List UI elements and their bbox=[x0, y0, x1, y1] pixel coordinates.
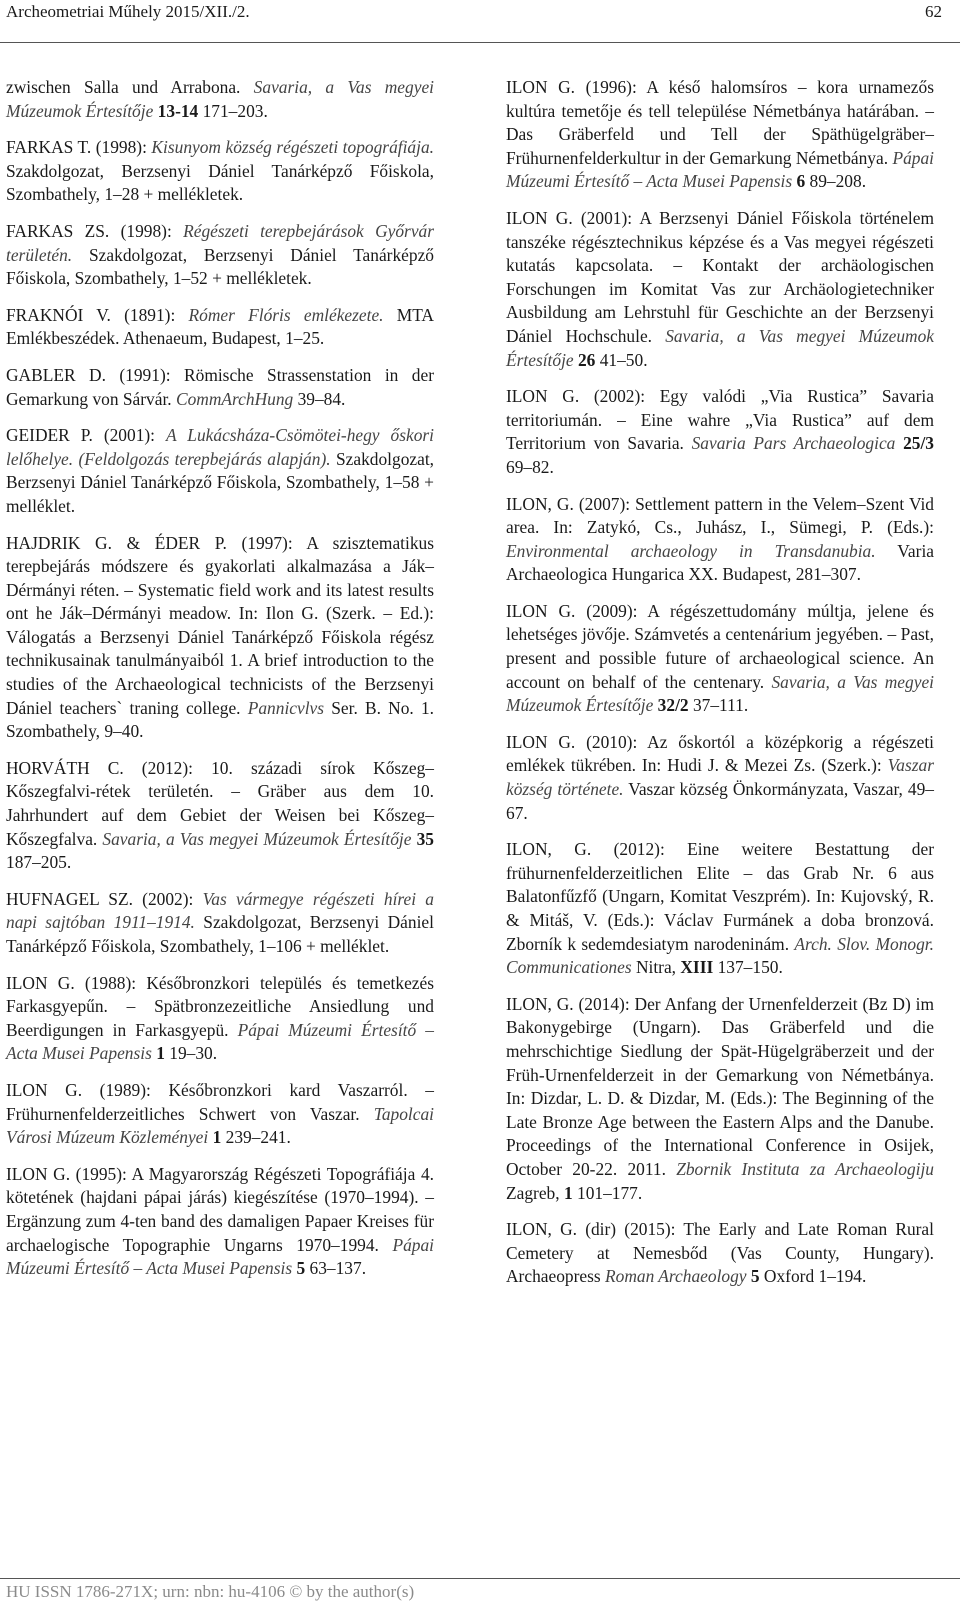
reference-entry bbox=[6, 424, 434, 518]
reference-text: ILON G. (2001): A Berzsenyi Dániel Főiskola történelem tanszéke régésztechnikus képzése és a Vas megyei régészeti kutatás kapcsolata. – Kontakt der archäologischen Forschungen im Komitat Vas zur Archäologietechniker Ausbildung am Lehrstuhl für Geschichte an der Berzsenyi Dániel Hochschule. bbox=[506, 207, 934, 346]
reference-text: Szakdolgozat, Berzsenyi Dániel Tanárképző Főiskola, Szombathely, 1–106 + melléklet. bbox=[6, 912, 434, 956]
reference-entry bbox=[506, 493, 934, 587]
reference-italic-text: Pannicvlvs bbox=[247, 697, 325, 718]
reference-entry bbox=[506, 731, 934, 825]
reference-entry bbox=[6, 1163, 434, 1281]
reference-text: Ser. B. No. 1. Szombathely, 9–40. bbox=[6, 697, 434, 742]
reference-text: ILON G. (2010): Az őskortól a középkorig a régészeti emlékek tükrében. In: Hudi J. & Mezei Zs. (Szerk.): bbox=[506, 731, 934, 776]
reference-text: 37–111. bbox=[688, 695, 749, 716]
reference-text: Varia Archaeologica Hungarica XX. Budapest, 281–307. bbox=[506, 540, 934, 585]
issn-footer: HU ISSN 1786-271X; urn: nbn: hu-4106 © by the author(s) bbox=[6, 1582, 415, 1601]
reference-text: Szakdolgozat, Berzsenyi Dániel Tanárképző Főiskola, Szombathely, 1–28 + mellékletek. bbox=[6, 160, 434, 205]
reference-volume: 1 bbox=[156, 1043, 165, 1064]
reference-text: 171–203. bbox=[198, 100, 268, 121]
reference-text: ILON G. (1989): Későbronzkori kard Vaszarról. – Frühurnenfelderzeitliches Schwert von Vaszar. bbox=[6, 1079, 434, 1124]
reference-text bbox=[895, 433, 903, 453]
reference-text: MTA Emlékbeszédek. Athenaeum, Budapest, 1–25. bbox=[6, 304, 434, 349]
reference-italic-text: CommArchHung bbox=[176, 388, 294, 409]
reference-entry bbox=[6, 364, 434, 411]
reference-text: HUFNAGEL SZ. (2002): bbox=[6, 888, 203, 909]
reference-entry bbox=[6, 304, 434, 351]
reference-entry bbox=[506, 838, 934, 980]
reference-entry bbox=[6, 532, 434, 744]
reference-text: FRAKNÓI V. (1891): bbox=[6, 304, 189, 325]
page-footer bbox=[0, 1578, 960, 1605]
reference-italic-text: Savaria Pars Archaeologica bbox=[691, 433, 896, 454]
reference-volume: 35 bbox=[416, 828, 434, 849]
reference-volume: 1 bbox=[563, 1182, 573, 1203]
reference-text: zwischen Salla und Arrabona. bbox=[6, 77, 254, 97]
reference-entry bbox=[506, 76, 934, 194]
references-right-column bbox=[506, 76, 934, 1302]
reference-italic-text: Savaria, a Vas megyei Múzeumok Értesítője bbox=[506, 325, 934, 370]
reference-text: GABLER D. (1991): Römische Strassenstation in der Gemarkung von Sárvár. bbox=[6, 364, 434, 409]
reference-entry bbox=[506, 600, 934, 718]
reference-italic-text: Régészeti terepbejárások Győrvár területén. bbox=[6, 220, 434, 265]
reference-italic-text: Tapolcai Városi Múzeum Közleményei bbox=[6, 1103, 434, 1148]
reference-entry bbox=[6, 136, 434, 207]
reference-italic-text: Vas vármegye régészeti hírei a napi sajtóban 1911–1914. bbox=[6, 888, 434, 933]
reference-italic-text: Environmental archaeology in Transdanubia. bbox=[506, 540, 876, 561]
reference-text: 187–205. bbox=[6, 852, 72, 873]
reference-italic-text: Kisunyom község régészeti topográfiája. bbox=[151, 137, 434, 158]
reference-entry bbox=[506, 993, 934, 1205]
reference-text: FARKAS T. (1998): bbox=[6, 137, 152, 158]
reference-text: ILON, G. (2012): Eine weitere Bestattung der frühurnenfelderzeitlichen Elite – das Grab Nr. 6 aus Balatonfűzfő (Ungarn, Komitat Veszprém). In: Kujovský, R. & Mitáš, V. (Eds.): Václav Furmánek a doba bronzová. Zborník k sedemdesiatym narodeninám. bbox=[506, 839, 934, 954]
reference-entry bbox=[6, 757, 434, 875]
reference-text: Oxford 1–194. bbox=[759, 1266, 867, 1287]
reference-volume: 1 bbox=[212, 1127, 222, 1148]
reference-text: 101–177. bbox=[572, 1182, 643, 1203]
reference-italic-text: Savaria, a Vas megyei Múzeumok Értesítője bbox=[506, 671, 934, 716]
reference-italic-text: Vaszar község története. bbox=[506, 755, 934, 800]
reference-text: ILON G. (1995): A Magyarország Régészeti Topográfiája 4. kötetének (hajdani pápai járás) kiegészítése (1970–1994). – Ergänzung zum 4-ten band des damaligen Papaer Kreises für archaelogische Topographie Ungarns 1970–1994. bbox=[6, 1163, 434, 1255]
reference-text: ILON, G. (dir) (2015): The Early and Late Roman Rural Cemetery at Nemesbőd (Vas County, Hungary). Archaeopress bbox=[506, 1219, 934, 1287]
reference-italic-text: Roman Archaeology bbox=[605, 1266, 747, 1287]
reference-volume: XIII bbox=[680, 957, 714, 978]
reference-text: Szakdolgozat, Berzsenyi Dániel Tanárképző Főiskola, Szombathely, 1–52 + mellékletek. bbox=[6, 244, 434, 289]
reference-text: ILON G. (2002): Egy valódi „Via Rustica” Savaria territoriumán. – Eine wahre „Via Rustica” auf dem Territorium von Savaria. bbox=[506, 386, 934, 454]
reference-volume: 25/3 bbox=[903, 433, 934, 454]
reference-text: FARKAS ZS. (1998): bbox=[6, 220, 184, 241]
page-header bbox=[0, 0, 960, 43]
reference-volume: 5 bbox=[296, 1258, 306, 1279]
reference-text: 89–208. bbox=[805, 171, 867, 192]
reference-text: ILON, G. (2007): Settlement pattern in the Velem–Szent Vid area. In: Zatykó, Cs., Juhász, I., Sümegi, P. (Eds.): bbox=[506, 493, 934, 538]
reference-italic-text: Arch. Slov. Monogr. Communicationes bbox=[506, 933, 934, 978]
reference-volume: 13-14 bbox=[157, 100, 199, 121]
reference-italic-text: Pápai Múzeumi Értesítő – Acta Musei Papensis bbox=[6, 1234, 434, 1279]
reference-entry bbox=[6, 220, 434, 291]
page-number: 62 bbox=[925, 2, 942, 21]
reference-entry bbox=[6, 1079, 434, 1150]
reference-text: ILON G. (1988): Későbronzkori település és temetkezés Farkasgyepűn. – Spätbronzezeitliche Ansiedlung und Beerdigungen in Farkasgyepü. bbox=[6, 972, 434, 1040]
reference-entry bbox=[6, 888, 434, 959]
reference-volume: 32/2 bbox=[657, 695, 689, 716]
reference-italic-text: Pápai Múzeumi Értesítő – Acta Musei Papensis bbox=[506, 147, 934, 192]
reference-entry bbox=[6, 972, 434, 1066]
reference-text: Nitra, bbox=[631, 957, 681, 978]
reference-text: 239–241. bbox=[221, 1127, 291, 1148]
reference-text: ILON, G. (2014): Der Anfang der Urnenfelderzeit (Bz D) im Bakonygebirge (Ungarn). Das Gräberfeld und die mehrschichtige Siedlung der Spät-Hügelgräberzeit und der Früh-Urnenfelderzeit in der Gemarkung von Németbánya. In: Dizdar, L. D. & Dizdar, M. (Eds.): The Beginning of the Late Bronze Age between the Eastern Alps and the Danube. Proceedings of the International Conference in Osijek, October 20-22. 2011. bbox=[506, 993, 934, 1179]
reference-italic-text: Pápai Múzeumi Értesítő – Acta Musei Papensis bbox=[6, 1019, 434, 1064]
journal-title: Archeometriai Műhely 2015/XII./2. bbox=[6, 2, 250, 21]
reference-entry bbox=[6, 76, 434, 123]
reference-entry bbox=[506, 1218, 934, 1289]
reference-italic-text: Rómer Flóris emlékezete. bbox=[188, 304, 384, 325]
reference-italic-text: Savaria, a Vas megyei Múzeumok Értesítője bbox=[6, 77, 434, 121]
reference-text: Vaszar község Önkormányzata, Vaszar, 49–67. bbox=[506, 779, 934, 823]
reference-text: 39–84. bbox=[293, 388, 346, 409]
reference-text: GEIDER P. (2001): bbox=[6, 425, 166, 446]
reference-text: 69–82. bbox=[506, 456, 554, 477]
reference-volume: 26 bbox=[577, 349, 596, 370]
reference-text: 19–30. bbox=[164, 1043, 218, 1064]
reference-text: ILON G. (1996): A késő halomsíros – kora urnamezős kultúra temetője és tell települése Németbánya határában. – Das Gräberfeld und Tell der Späthügelgräber–Frühurnenfelderkultur in der Gemarkung Németbánya. bbox=[506, 77, 934, 168]
reference-text: HAJDRIK G. & ÉDER P. (1997): A szisztematikus terepbejárás módszere és gyakorlati alkalmazása a Ják–Dérmányi réten. – Systematic field work and its latest results ont he Ják–Dérmányi meadow. In: Ilon G. (Szerk. – Ed.): Válogatás a Berzsenyi Dániel Tanárképző Főiskola régész technikusainak tanulmányaiból 1. A brief introduction to the studies of the Archaeological technicists of the Berzsenyi Dániel teachers` traning college. bbox=[6, 532, 434, 718]
reference-text: 63–137. bbox=[305, 1258, 367, 1279]
reference-volume: 6 bbox=[796, 171, 806, 192]
reference-text: 41–50. bbox=[595, 349, 648, 370]
reference-entry bbox=[506, 385, 934, 479]
reference-volume: 5 bbox=[750, 1266, 760, 1287]
reference-italic-text: A Lukácsháza-Csömötei-hegy őskori lelőhelye. (Feldolgozás terepbejárás alapján). bbox=[6, 425, 434, 469]
reference-text: Szakdolgozat, Berzsenyi Dániel Tanárképző Főiskola, Szombathely, 1–58 + melléklet. bbox=[6, 448, 435, 516]
reference-italic-text: Zbornik Instituta za Archaeologiju bbox=[676, 1158, 934, 1179]
reference-text: 137–150. bbox=[713, 957, 783, 978]
reference-italic-text: Savaria, a Vas megyei Múzeumok Értesítője bbox=[102, 828, 412, 849]
reference-text: Zagreb, bbox=[506, 1182, 564, 1203]
reference-text: HORVÁTH C. (2012): 10. századi sírok Kőszeg–Kőszegfalvi-rétek területén. – Gräber aus dem 10. Jahrhundert auf dem Gebiet der Weisen bei Kőszeg–Kőszegfalva. bbox=[6, 757, 434, 849]
references-left-column bbox=[6, 76, 434, 1294]
reference-entry bbox=[506, 207, 934, 372]
reference-text: ILON G. (2009): A régészettudomány múltja, jelene és lehetséges jövője. Számvetés a centenárium jegyében. – Past, present and possible future of archaeological science. An account on behalf of the centenary. bbox=[506, 600, 934, 692]
